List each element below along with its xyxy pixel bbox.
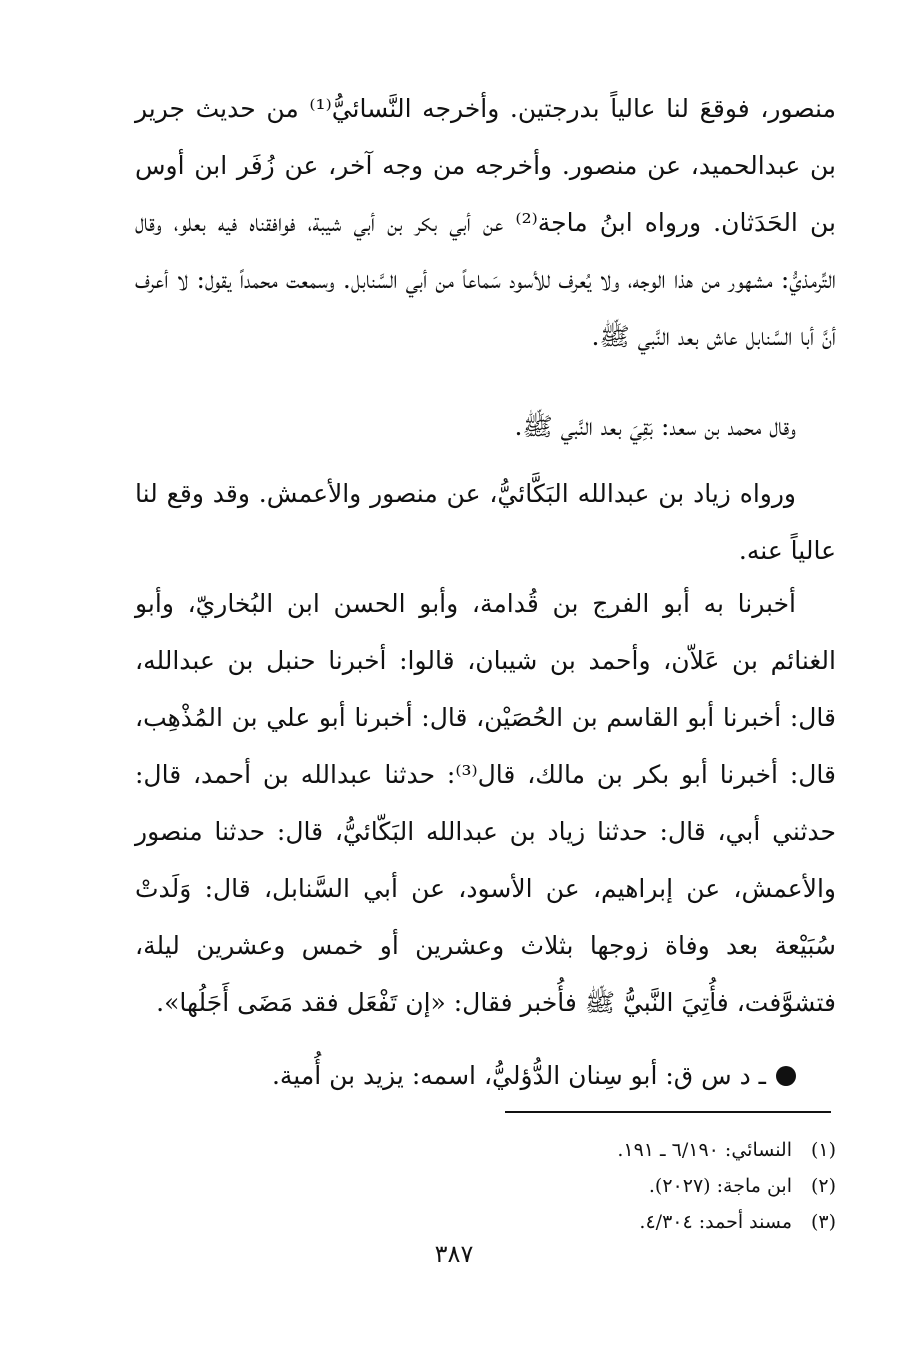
footnote-1 [300,1132,836,1168]
paragraph-ibn-saad: وقال محمد بن سعد: بَقِيَ بعد النَّبي ﷺ. [514,412,796,441]
paragraph-isnad: أخبرنا به أبو الفرج بن قُدامة، وأبو الحسن ابن البُخاريّ، وأبو الغنائم بن عَلاّن، وأحمد بن شيبان، قالوا: أخبرنا حنبل بن عبدالله، قال: أخبرنا أبو القاسم بن الحُصَيْن، قال: أخبرنا أبو علي بن المُذْهِب، قال: أخبرنا أبو بكر بن مالك، قال⁽³⁾: حدثنا عبدالله بن أحمد، قال: حدثني أبي، قال: حدثنا زياد بن عبدالله البَكّائيُّ، قال: حدثنا منصور والأعمش، عن إبراهيم، عن الأسود، عن أبي السَّنابل، قال: وَلَدتْ سُبَيْعة بعد وفاة زوجها بثلاث وعشرين أو خمس وعشرين ليلة، فتشوَّفت، فأُتِيَ النَّبيُّ ﷺ فأُخبر فقال: «إن تَفْعَل فقد مَضَى أَجَلُها». [135,589,836,1017]
footnote-text: مسند أحمد: ٤/٣٠٤. [639,1211,792,1233]
footnote-divider [505,1111,831,1113]
narrator-entry [135,1047,836,1104]
narrator-entry-text: ـ د س ق: أبو سِنان الدُّؤليُّ، اسمه: يزيد بن أُمية. [271,1061,766,1090]
paragraph-continuation: منصور، فوقعَ لنا عالياً بدرجتين. وأخرجه النَّسائيُّ⁽¹⁾ من حديث جرير بن عبدالحميد، عن منصور. وأخرجه من وجه آخر، عن زُفَر ابن أوس بن الحَدَثان. ورواه ابنُ ماجة⁽²⁾ عن أبي بكر بن أبي شيبة، فوافقناه فيه بعلو، وقال التِّرمذيُّ: مشهور من هذا الوجه، ولا يُعرف للأسود سَماعاً من أبي السَّنابل. وسمعت محمداً يقول: لا أعرف أنَّ أبا السَّنابل عاش بعد النَّبي ﷺ. [135,94,836,351]
footnote-text: ابن ماجة: (٢٠٢٧). [648,1175,792,1197]
page-number: ٣٨٧ [434,1240,474,1268]
paragraph-ziyad: ورواه زياد بن عبدالله البَكَّائيُّ، عن منصور والأعمش. وقد وقع لنا عالياً عنه. [135,479,836,565]
footnotes [300,1132,836,1240]
footnote-3 [300,1204,836,1240]
footnote-number: (٢) [810,1175,836,1197]
bullet-dot-icon [776,1066,796,1086]
footnote-number: (٣) [810,1211,836,1233]
footnote-2 [300,1168,836,1204]
footnote-text: النسائي: ٦/١٩٠ ـ ١٩١. [617,1139,792,1161]
footnote-number: (١) [810,1139,836,1161]
